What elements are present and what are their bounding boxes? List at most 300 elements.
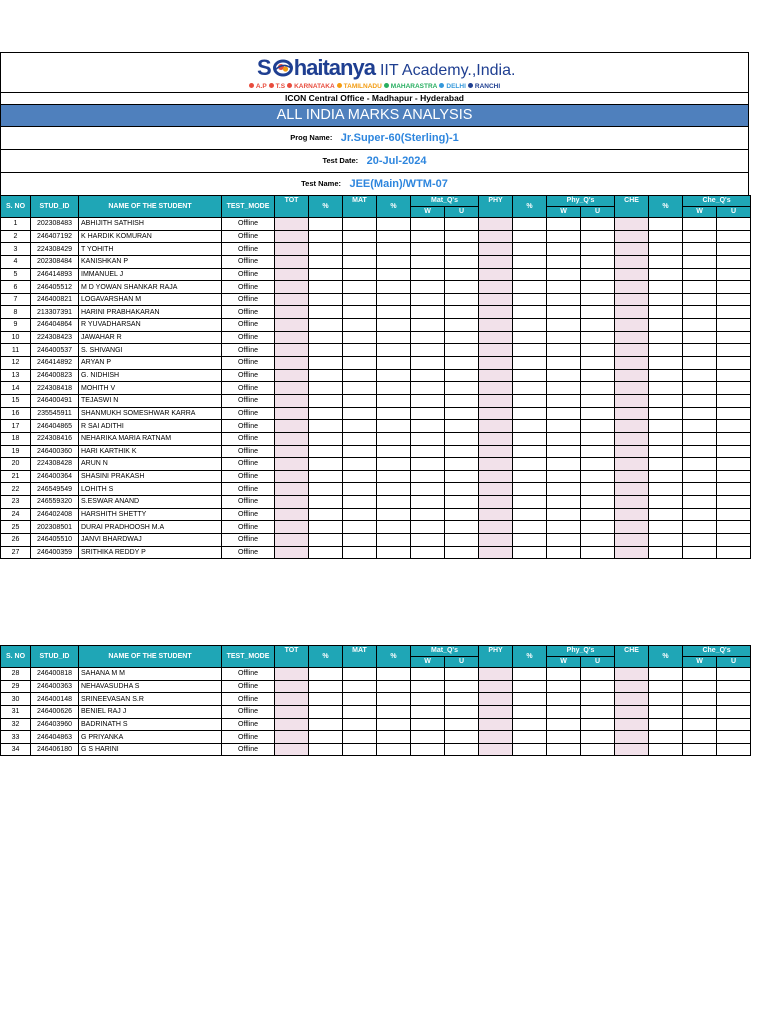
- sno-cell: 1: [1, 218, 31, 231]
- mat-cell: [343, 496, 377, 509]
- phy-percent-cell: [513, 508, 547, 521]
- stud-id-cell: 202308484: [31, 255, 79, 268]
- phy-unattempted-cell: [581, 243, 615, 256]
- che-header: CHE: [615, 196, 649, 218]
- che-unattempted-cell: [717, 534, 751, 547]
- phy-unattempted-cell: [581, 230, 615, 243]
- mat-percent-cell: [377, 243, 411, 256]
- tot-percent-cell: [309, 445, 343, 458]
- mat-percent-cell: [377, 680, 411, 693]
- phy-cell: [479, 680, 513, 693]
- sno-cell: 20: [1, 458, 31, 471]
- phy-percent-cell: [513, 281, 547, 294]
- che-percent-cell: [649, 496, 683, 509]
- sno-cell: 19: [1, 445, 31, 458]
- che-wrong-cell: [683, 470, 717, 483]
- logo-tagline: IIT Academy.,India.: [379, 61, 516, 79]
- mat-wrong-cell: [411, 483, 445, 496]
- states-list: [1, 81, 748, 92]
- phy-cell: [479, 382, 513, 395]
- phy-cell: [479, 534, 513, 547]
- mat-unattempted-cell: [445, 483, 479, 496]
- che-unattempted-cell: [717, 331, 751, 344]
- mat-percent-cell: [377, 496, 411, 509]
- phy-cell: [479, 281, 513, 294]
- che-cell: [615, 382, 649, 395]
- phy-wrong-cell: [547, 546, 581, 559]
- phy-unattempted-cell: [581, 357, 615, 370]
- che-unattempted-cell: [717, 369, 751, 382]
- che-cell: [615, 521, 649, 534]
- che-wrong-cell: [683, 394, 717, 407]
- phy-percent-cell: [513, 268, 547, 281]
- test-mode-cell: Offline: [222, 281, 275, 294]
- mat-unattempted-cell: [445, 344, 479, 357]
- tot-cell: [275, 496, 309, 509]
- phy-cell: [479, 255, 513, 268]
- student-name-cell: BADRINATH S: [79, 718, 222, 731]
- test-mode-cell: Offline: [222, 693, 275, 706]
- mat-wrong-cell: [411, 319, 445, 332]
- state-name: MAHARASTRA: [390, 83, 438, 90]
- tot-percent-cell: [309, 546, 343, 559]
- che-cell: [615, 546, 649, 559]
- phy-wrong-cell: [547, 483, 581, 496]
- che-percent-cell: [649, 483, 683, 496]
- tot-cell: [275, 306, 309, 319]
- mat-unattempted-cell: [445, 534, 479, 547]
- phy-wrong-cell: [547, 458, 581, 471]
- test-mode-cell: Offline: [222, 508, 275, 521]
- state-name: DELHI: [446, 83, 466, 90]
- che-unattempted-cell: [717, 420, 751, 433]
- mat-cell: [343, 508, 377, 521]
- student-name-cell: LOGAVARSHAN M: [79, 293, 222, 306]
- stud-id-cell: 246404864: [31, 319, 79, 332]
- che-unattempted-header: U: [717, 207, 751, 218]
- student-name-cell: ARUN N: [79, 458, 222, 471]
- phy-unattempted-cell: [581, 693, 615, 706]
- mat-unattempted-cell: [445, 680, 479, 693]
- state-bullet-icon: [439, 83, 444, 88]
- mat-cell: [343, 357, 377, 370]
- che-percent-cell: [649, 394, 683, 407]
- mat-percent-cell: [377, 319, 411, 332]
- sno-cell: 2: [1, 230, 31, 243]
- stud-id-cell: 202308501: [31, 521, 79, 534]
- che-percent-cell: [649, 693, 683, 706]
- table-row: [1, 407, 768, 420]
- che-wrong-cell: [683, 680, 717, 693]
- phy-percent-header: %: [513, 196, 547, 218]
- tot-cell: [275, 218, 309, 231]
- che-unattempted-cell: [717, 496, 751, 509]
- che-unattempted-cell: [717, 743, 751, 756]
- phy-wrong-cell: [547, 268, 581, 281]
- student-name-cell: S. SHIVANGI: [79, 344, 222, 357]
- mat-wrong-cell: [411, 357, 445, 370]
- phy-cell: [479, 508, 513, 521]
- phy-unattempted-cell: [581, 546, 615, 559]
- test-mode-cell: Offline: [222, 394, 275, 407]
- mat-unattempted-cell: [445, 458, 479, 471]
- phy-percent-cell: [513, 680, 547, 693]
- phy-cell: [479, 407, 513, 420]
- test-mode-cell: Offline: [222, 407, 275, 420]
- mat-wrong-cell: [411, 693, 445, 706]
- phy-percent-cell: [513, 432, 547, 445]
- sno-cell: 7: [1, 293, 31, 306]
- che-cell: [615, 508, 649, 521]
- phy-percent-cell: [513, 496, 547, 509]
- test-mode-cell: Offline: [222, 521, 275, 534]
- mat-cell: [343, 230, 377, 243]
- che-percent-cell: [649, 668, 683, 681]
- student-name-cell: SRINEEVASAN S.R: [79, 693, 222, 706]
- table-row: [1, 534, 768, 547]
- mat-unattempted-cell: [445, 243, 479, 256]
- mat-percent-cell: [377, 382, 411, 395]
- che-cell: [615, 432, 649, 445]
- phy-cell: [479, 546, 513, 559]
- phy-cell: [479, 357, 513, 370]
- phy-wrong-cell: [547, 731, 581, 744]
- che-wrong-cell: [683, 432, 717, 445]
- mat-cell: [343, 243, 377, 256]
- student-name-cell: NEHAVASUDHA S: [79, 680, 222, 693]
- mat-wrong-cell: [411, 369, 445, 382]
- mat-percent-cell: [377, 306, 411, 319]
- header-row: [1, 646, 768, 657]
- table-row: [1, 668, 768, 681]
- mat-cell: [343, 306, 377, 319]
- mat-unattempted-cell: [445, 357, 479, 370]
- mat-percent-cell: [377, 731, 411, 744]
- che-percent-header: %: [649, 196, 683, 218]
- phy-cell: [479, 445, 513, 458]
- mat-cell: [343, 369, 377, 382]
- che-wrong-cell: [683, 496, 717, 509]
- mat-unattempted-cell: [445, 546, 479, 559]
- mat-cell: [343, 705, 377, 718]
- che-wrong-cell: [683, 743, 717, 756]
- mat-unattempted-cell: [445, 319, 479, 332]
- tot-cell: [275, 255, 309, 268]
- mat-wrong-cell: [411, 470, 445, 483]
- phy-wrong-cell: [547, 680, 581, 693]
- sno-cell: 33: [1, 731, 31, 744]
- state-bullet-icon: [249, 83, 254, 88]
- sno-header: S. NO: [1, 196, 31, 218]
- tot-cell: [275, 445, 309, 458]
- phy-percent-cell: [513, 718, 547, 731]
- che-percent-cell: [649, 293, 683, 306]
- state-bullet-icon: [468, 83, 473, 88]
- test-mode-cell: Offline: [222, 731, 275, 744]
- mat-percent-cell: [377, 230, 411, 243]
- stud-id-cell: 224308429: [31, 243, 79, 256]
- student-name-cell: SAHANA M M: [79, 668, 222, 681]
- tot-cell: [275, 432, 309, 445]
- phy-wrong-cell: [547, 432, 581, 445]
- che-unattempted-cell: [717, 705, 751, 718]
- phy-wrong-cell: [547, 344, 581, 357]
- mat-wrong-cell: [411, 705, 445, 718]
- student-name-cell: NEHARIKA MARIA RATNAM: [79, 432, 222, 445]
- che-percent-cell: [649, 718, 683, 731]
- phy-wrong-cell: [547, 508, 581, 521]
- mat-unattempted-cell: [445, 718, 479, 731]
- mat-cell: [343, 382, 377, 395]
- test-name-label: Test Name:: [301, 179, 341, 188]
- student-name-cell: G S HARINI: [79, 743, 222, 756]
- table-row: [1, 357, 768, 370]
- phy-header: PHY: [479, 646, 513, 668]
- test-mode-cell: Offline: [222, 255, 275, 268]
- che-cell: [615, 731, 649, 744]
- phy-cell: [479, 521, 513, 534]
- stud-id-cell: 246403960: [31, 718, 79, 731]
- che-wrong-cell: [683, 420, 717, 433]
- sno-cell: 27: [1, 546, 31, 559]
- che-wrong-cell: [683, 255, 717, 268]
- phy-percent-cell: [513, 369, 547, 382]
- phy-wrong-cell: [547, 718, 581, 731]
- phy-unattempted-cell: [581, 432, 615, 445]
- stud-id-cell: 224308428: [31, 458, 79, 471]
- phy-percent-cell: [513, 243, 547, 256]
- che-cell: [615, 743, 649, 756]
- mat-percent-cell: [377, 458, 411, 471]
- sno-cell: 28: [1, 668, 31, 681]
- tot-cell: [275, 718, 309, 731]
- sno-cell: 26: [1, 534, 31, 547]
- tot-percent-cell: [309, 369, 343, 382]
- student-name-cell: ARYAN P: [79, 357, 222, 370]
- mat-wrong-cell: [411, 306, 445, 319]
- phy-percent-cell: [513, 293, 547, 306]
- table-row: [1, 546, 768, 559]
- mat-percent-cell: [377, 369, 411, 382]
- test-mode-cell: Offline: [222, 344, 275, 357]
- che-wrong-cell: [683, 731, 717, 744]
- che-unattempted-cell: [717, 470, 751, 483]
- student-name-cell: JAWAHAR R: [79, 331, 222, 344]
- student-name-cell: HARI KARTHIK K: [79, 445, 222, 458]
- mat-cell: [343, 521, 377, 534]
- test-mode-cell: Offline: [222, 496, 275, 509]
- mat-percent-cell: [377, 718, 411, 731]
- mat-wrong-cell: [411, 496, 445, 509]
- phy-wrong-cell: [547, 496, 581, 509]
- phy-unattempted-cell: [581, 407, 615, 420]
- tot-percent-header: %: [309, 196, 343, 218]
- phy-cell: [479, 470, 513, 483]
- tot-percent-cell: [309, 230, 343, 243]
- phy-cell: [479, 668, 513, 681]
- phy-cell: [479, 218, 513, 231]
- phy-wrong-cell: [547, 230, 581, 243]
- stud-id-cell: 246400537: [31, 344, 79, 357]
- che-unattempted-cell: [717, 432, 751, 445]
- mat-unattempted-cell: [445, 508, 479, 521]
- logo-emblem-icon: [272, 58, 294, 78]
- test-mode-cell: Offline: [222, 319, 275, 332]
- tot-percent-cell: [309, 432, 343, 445]
- stud-id-cell: 246414892: [31, 357, 79, 370]
- mat-cell: [343, 281, 377, 294]
- che-percent-cell: [649, 230, 683, 243]
- sno-cell: 13: [1, 369, 31, 382]
- phy-unattempted-cell: [581, 293, 615, 306]
- che-cell: [615, 319, 649, 332]
- che-cell: [615, 255, 649, 268]
- che-wrong-header: W: [683, 207, 717, 218]
- sno-header: S. NO: [1, 646, 31, 668]
- che-cell: [615, 293, 649, 306]
- stud-id-cell: 246402408: [31, 508, 79, 521]
- test-mode-cell: Offline: [222, 268, 275, 281]
- mat-unattempted-cell: [445, 369, 479, 382]
- che-unattempted-cell: [717, 693, 751, 706]
- phy-percent-cell: [513, 319, 547, 332]
- che-unattempted-cell: [717, 357, 751, 370]
- phy-questions-header: Phy_Q's: [547, 646, 615, 657]
- mat-cell: [343, 394, 377, 407]
- che-unattempted-cell: [717, 680, 751, 693]
- phy-cell: [479, 306, 513, 319]
- tot-percent-cell: [309, 483, 343, 496]
- phy-wrong-cell: [547, 306, 581, 319]
- che-cell: [615, 369, 649, 382]
- table-row: [1, 743, 768, 756]
- mat-unattempted-cell: [445, 331, 479, 344]
- che-percent-cell: [649, 407, 683, 420]
- table-row: [1, 458, 768, 471]
- phy-cell: [479, 718, 513, 731]
- phy-wrong-cell: [547, 369, 581, 382]
- student-name-cell: DURAI PRADHOOSH M.A: [79, 521, 222, 534]
- test-mode-cell: Offline: [222, 546, 275, 559]
- che-wrong-cell: [683, 344, 717, 357]
- stud-id-cell: 246549549: [31, 483, 79, 496]
- phy-unattempted-cell: [581, 470, 615, 483]
- report-header: [0, 52, 749, 195]
- phy-percent-cell: [513, 705, 547, 718]
- tot-percent-cell: [309, 268, 343, 281]
- che-cell: [615, 331, 649, 344]
- che-unattempted-cell: [717, 268, 751, 281]
- phy-cell: [479, 293, 513, 306]
- stud-id-cell: 246400359: [31, 546, 79, 559]
- mat-percent-cell: [377, 534, 411, 547]
- mat-wrong-cell: [411, 731, 445, 744]
- phy-unattempted-cell: [581, 521, 615, 534]
- mat-unattempted-cell: [445, 281, 479, 294]
- table-row: [1, 445, 768, 458]
- test-mode-cell: Offline: [222, 382, 275, 395]
- test-mode-cell: Offline: [222, 743, 275, 756]
- mat-unattempted-cell: [445, 268, 479, 281]
- mat-cell: [343, 344, 377, 357]
- table-row: [1, 483, 768, 496]
- mat-wrong-cell: [411, 331, 445, 344]
- phy-unattempted-cell: [581, 731, 615, 744]
- stud-id-cell: 246400823: [31, 369, 79, 382]
- che-wrong-cell: [683, 546, 717, 559]
- che-percent-cell: [649, 218, 683, 231]
- mat-wrong-cell: [411, 407, 445, 420]
- table-row: [1, 281, 768, 294]
- phy-percent-cell: [513, 458, 547, 471]
- che-wrong-cell: [683, 243, 717, 256]
- sno-cell: 32: [1, 718, 31, 731]
- tot-percent-cell: [309, 407, 343, 420]
- tot-percent-cell: [309, 382, 343, 395]
- phy-wrong-cell: [547, 693, 581, 706]
- che-percent-cell: [649, 731, 683, 744]
- mat-cell: [343, 483, 377, 496]
- phy-unattempted-cell: [581, 331, 615, 344]
- phy-percent-cell: [513, 357, 547, 370]
- test-mode-cell: Offline: [222, 458, 275, 471]
- che-wrong-cell: [683, 369, 717, 382]
- logo-wordmark: haitanya: [293, 55, 375, 80]
- mat-cell: [343, 218, 377, 231]
- table-row: [1, 508, 768, 521]
- tot-percent-cell: [309, 420, 343, 433]
- table-row: [1, 693, 768, 706]
- che-unattempted-cell: [717, 218, 751, 231]
- stud-id-cell: 202308483: [31, 218, 79, 231]
- test-mode-cell: Offline: [222, 357, 275, 370]
- prog-name-label: Prog Name:: [290, 133, 333, 142]
- che-percent-cell: [649, 705, 683, 718]
- che-unattempted-cell: [717, 293, 751, 306]
- stud-id-header: STUD_ID: [31, 646, 79, 668]
- phy-unattempted-cell: [581, 445, 615, 458]
- sno-cell: 25: [1, 521, 31, 534]
- che-unattempted-cell: [717, 243, 751, 256]
- stud-id-cell: 246559320: [31, 496, 79, 509]
- tot-cell: [275, 281, 309, 294]
- table-row: [1, 319, 768, 332]
- mat-wrong-header: W: [411, 207, 445, 218]
- student-name-cell: BENIEL RAJ J: [79, 705, 222, 718]
- mat-percent-header: %: [377, 646, 411, 668]
- logo-letter-s: S: [257, 55, 271, 80]
- tot-percent-cell: [309, 496, 343, 509]
- test-mode-cell: Offline: [222, 243, 275, 256]
- che-percent-cell: [649, 243, 683, 256]
- mat-cell: [343, 731, 377, 744]
- phy-wrong-cell: [547, 319, 581, 332]
- che-percent-cell: [649, 319, 683, 332]
- mat-cell: [343, 268, 377, 281]
- phy-unattempted-header: U: [581, 207, 615, 218]
- che-wrong-cell: [683, 407, 717, 420]
- che-unattempted-cell: [717, 319, 751, 332]
- report-title: ALL INDIA MARKS ANALYSIS: [1, 104, 748, 126]
- che-cell: [615, 407, 649, 420]
- table-row: [1, 382, 768, 395]
- phy-cell: [479, 432, 513, 445]
- tot-cell: [275, 705, 309, 718]
- mat-wrong-cell: [411, 293, 445, 306]
- tot-cell: [275, 521, 309, 534]
- tot-cell: [275, 470, 309, 483]
- tot-percent-cell: [309, 705, 343, 718]
